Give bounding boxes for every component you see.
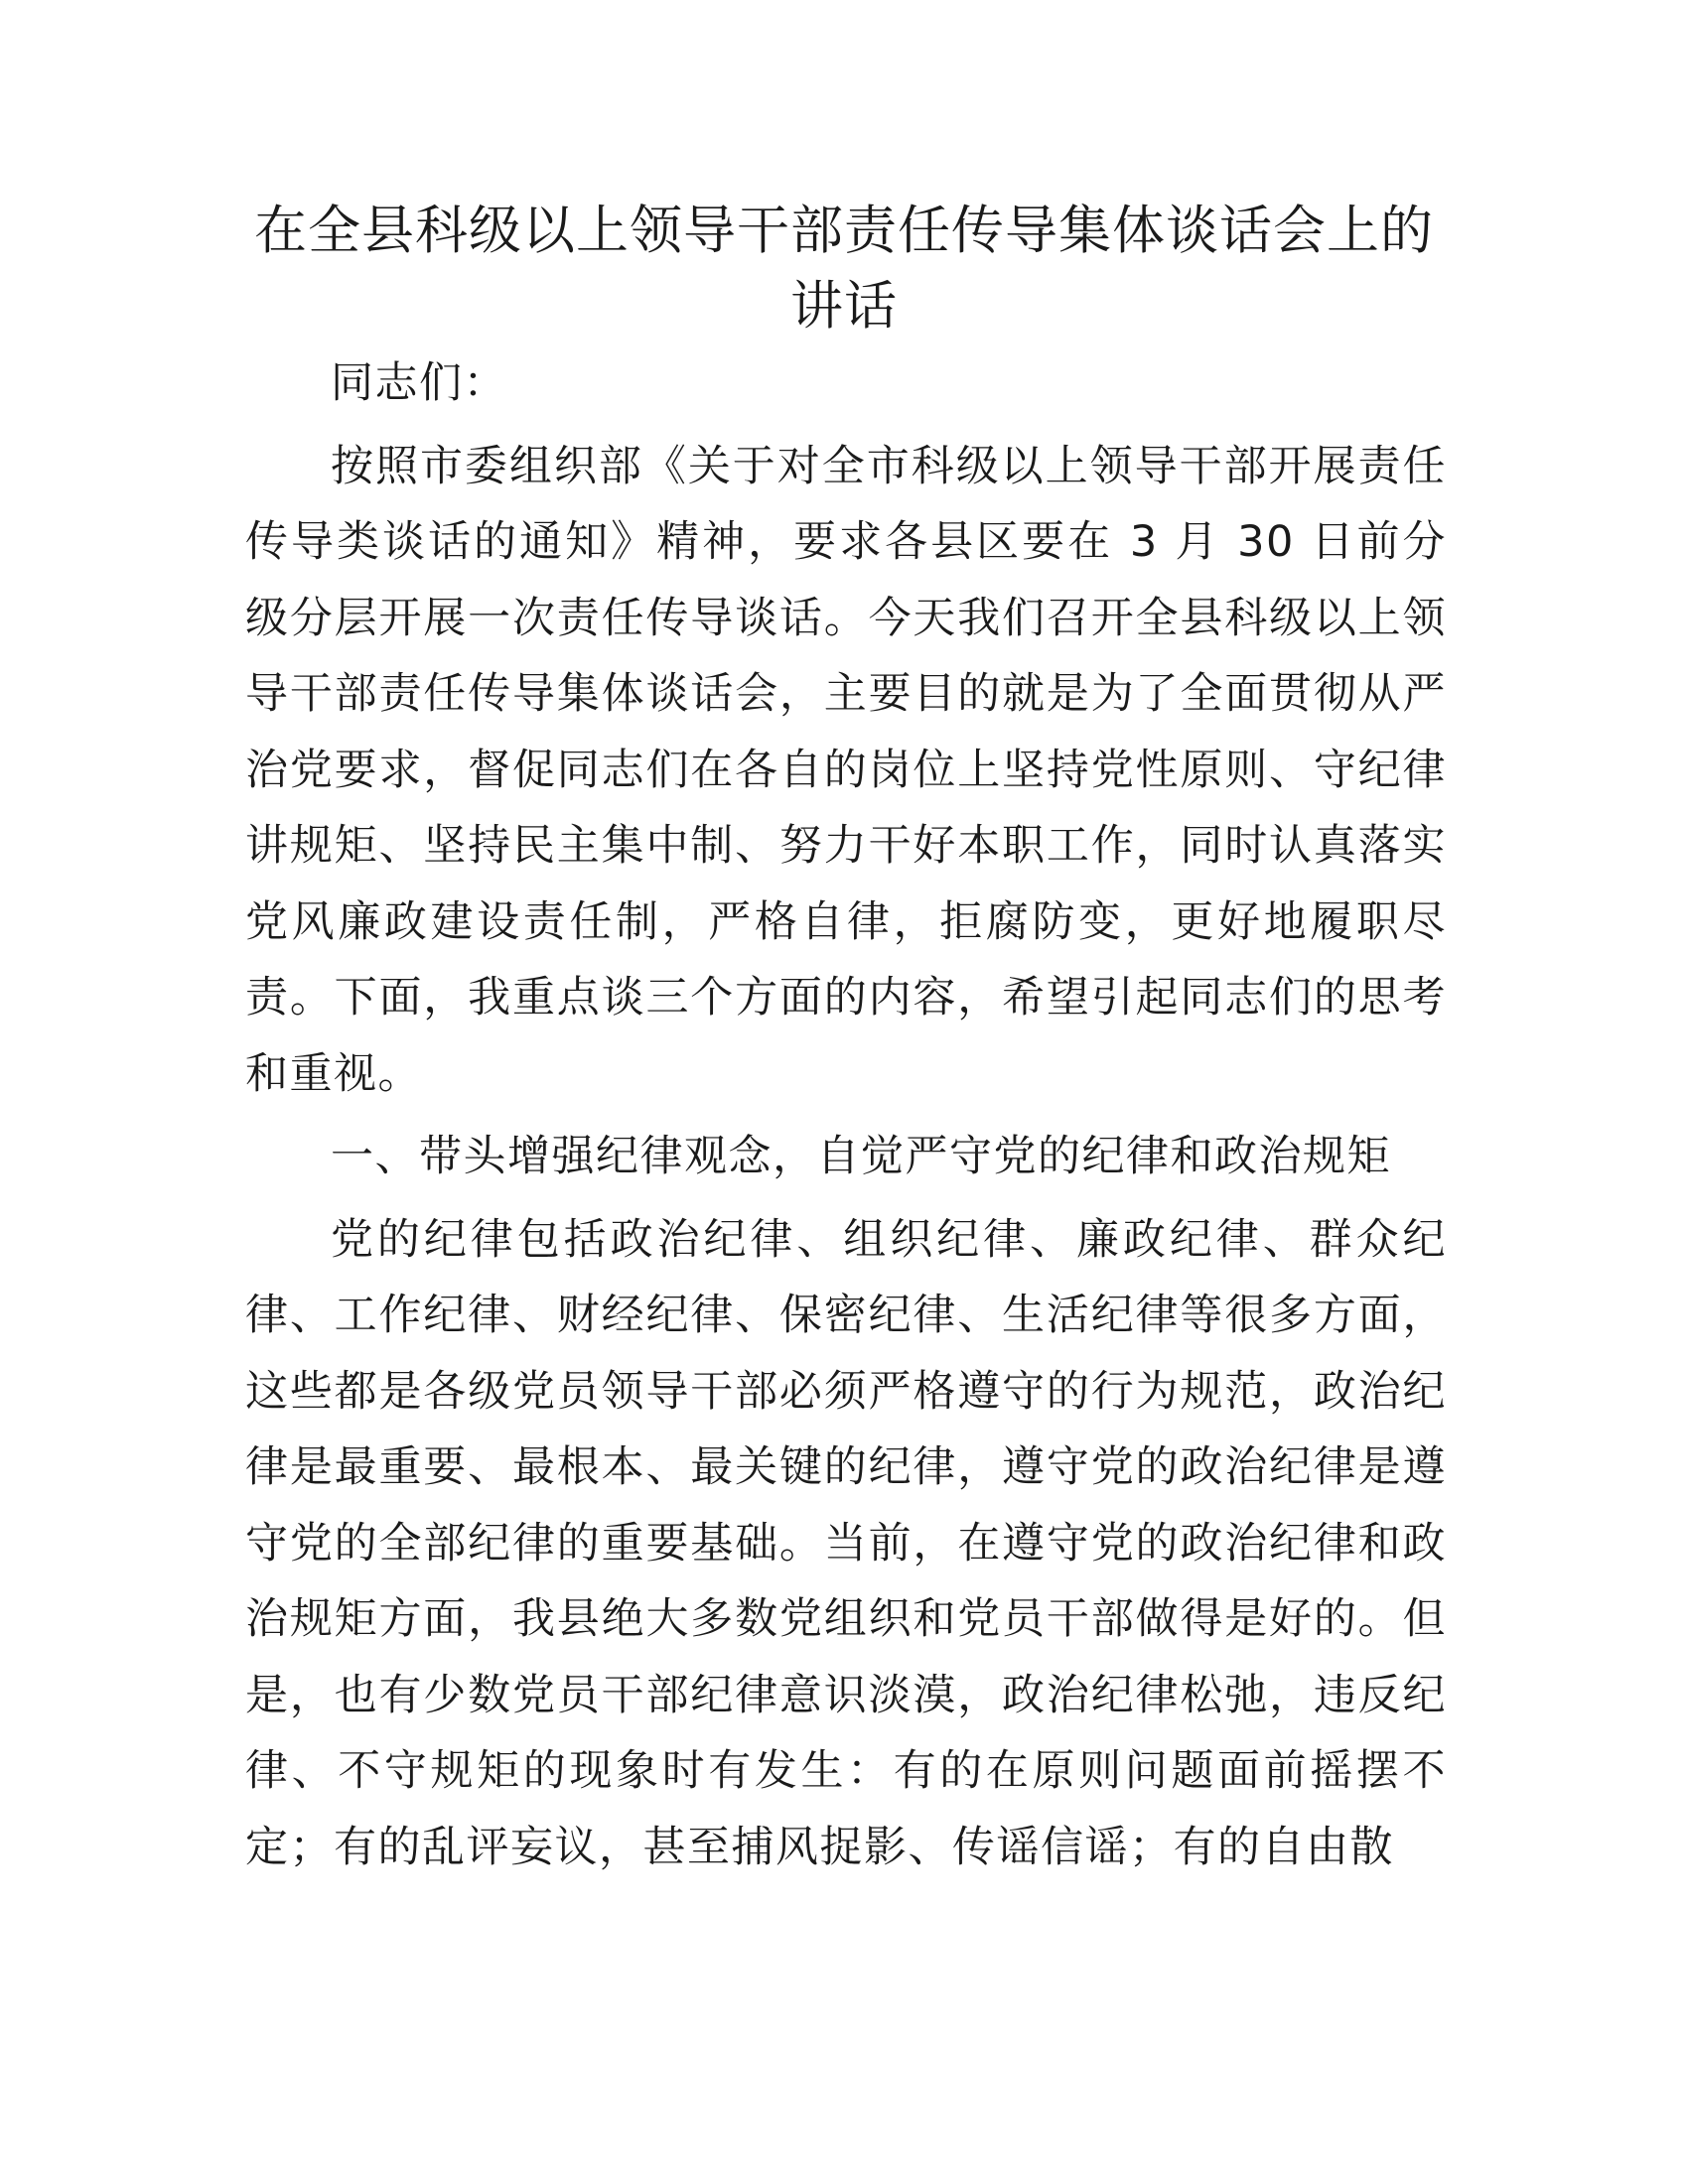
section-heading-1: 一、带头增强纪律观念，自觉严守党的纪律和政治规矩: [331, 1132, 1391, 1181]
document-body: [245, 345, 1447, 1885]
document-title: 在全县科级以上领导干部责任传导集体谈话会上的讲话: [254, 201, 1434, 337]
intro-paragraph: 按照市委组织部《关于对全市科级以上领导干部开展责任传导类谈话的通知》精神，要求各县区要在 3 月 30 日前分级分层开展一次责任传导谈话。今天我们召开全县科级以上领导干部责任传导集体谈话会，主要目的就是为了全面贯彻从严治党要求，督促同志们在各自的岗位上坚持党性原则、守纪律讲规矩、坚持民主集中制、努力干好本职工作，同时认真落实党风廉政建设责任制，严格自律，拒腐防变，更好地履职尽责。下面，我重点谈三个方面的内容，希望引起同志们的思考和重视。: [245, 441, 1447, 1099]
section-1-paragraph: 党的纪律包括政治纪律、组织纪律、廉政纪律、群众纪律、工作纪律、财经纪律、保密纪律、生活纪律等很多方面，这些都是各级党员领导干部必须严格遵守的行为规范，政治纪律是最重要、最根本、最关键的纪律，遵守党的政治纪律是遵守党的全部纪律的重要基础。当前，在遵守党的政治纪律和政治规矩方面，我县绝大多数党组织和党员干部做得是好的。但是，也有少数党员干部纪律意识淡漠，政治纪律松弛，违反纪律、不守规矩的现象时有发生：有的在原则问题面前摇摆不定；有的乱评妄议，甚至捕风捉影、传谣信谣；有的自由散: [245, 1214, 1447, 1872]
salutation-paragraph: 同志们：: [331, 358, 507, 408]
